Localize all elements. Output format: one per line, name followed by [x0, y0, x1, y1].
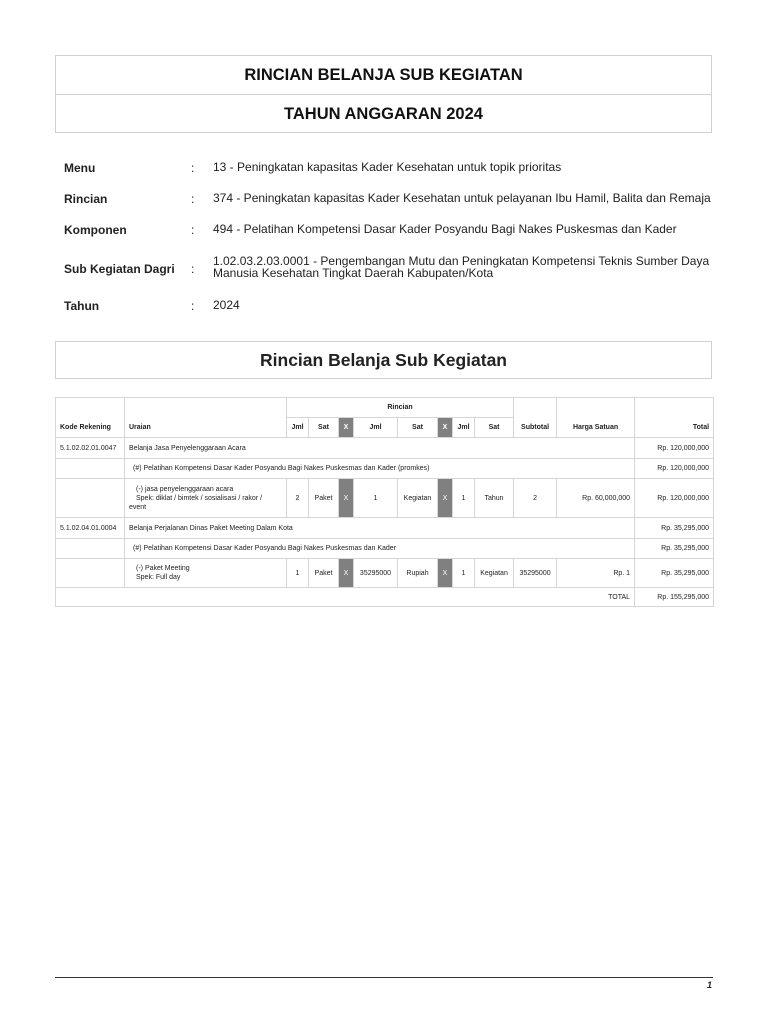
- row-total: Rp. 120,000,000: [635, 438, 714, 459]
- total-row: [56, 588, 714, 607]
- item-total: Rp. 35,295,000: [635, 559, 714, 588]
- grand-total: Rp. 155,295,000: [635, 588, 714, 607]
- table-row: [56, 479, 714, 518]
- item-x: X: [339, 479, 354, 518]
- sub-uraian: (#) Pelatihan Kompetensi Dasar Kader Posyandu Bagi Nakes Puskesmas dan Kader (promkes): [125, 459, 635, 479]
- header-sat: Sat: [309, 418, 339, 438]
- item-spec: Spek: diklat / bimtek / sosialisasi / rakor /: [136, 494, 263, 502]
- item-x: X: [438, 479, 453, 518]
- item-jml: 35295000: [354, 559, 398, 588]
- item-jml: 1: [453, 479, 475, 518]
- header-jml: Jml: [287, 418, 309, 438]
- item-harga: Rp. 60,000,000: [557, 479, 635, 518]
- item-name: (-) Paket Meeting: [136, 565, 190, 572]
- page-title: RINCIAN BELANJA SUB KEGIATAN: [244, 65, 523, 84]
- header-jml: Jml: [354, 418, 398, 438]
- item-jml: 1: [287, 559, 309, 588]
- item-x: X: [438, 559, 453, 588]
- info-colon: :: [191, 161, 195, 175]
- header-uraian: Uraian: [125, 398, 287, 438]
- sub-uraian: (#) Pelatihan Kompetensi Dasar Kader Posyandu Bagi Nakes Puskesmas dan Kader: [125, 539, 635, 559]
- info-label: Komponen: [64, 223, 127, 237]
- info-value: 1.02.03.2.03.0001 - Pengembangan Mutu dan Peningkatan Kompetensi Teknis Sumber Daya Manusia Kesehatan Tingkat Daerah Kabupaten/Kota: [213, 254, 710, 280]
- item-sat: Kegiatan: [475, 559, 514, 588]
- info-value: 494 - Pelatihan Kompetensi Dasar Kader Posyandu Bagi Nakes Puskesmas dan Kader: [213, 222, 677, 236]
- header-sat: Sat: [475, 418, 514, 438]
- item-uraian: [125, 559, 287, 588]
- header-jml: Jml: [453, 418, 475, 438]
- header-kode: Kode Rekening: [56, 398, 125, 438]
- item-sat: Paket: [309, 479, 339, 518]
- info-label: Rincian: [64, 192, 108, 206]
- item-name: (-) jasa penyelenggaraan acara: [136, 485, 234, 493]
- info-value: 374 - Peningkatan kapasitas Kader Kesehatan untuk pelayanan Ibu Hamil, Balita dan Remaja: [213, 191, 711, 205]
- info-colon: :: [191, 262, 195, 276]
- header-subtotal: Subtotal: [514, 398, 557, 438]
- info-label: Sub Kegiatan Dagri: [64, 262, 175, 276]
- item-spec: Spek: Full day: [136, 574, 181, 581]
- info-value: 13 - Peningkatan kapasitas Kader Kesehatan untuk topik prioritas: [213, 160, 562, 174]
- rincian-table: [55, 397, 714, 607]
- kode-rekening: 5.1.02.04.01.0004: [56, 518, 125, 539]
- table-row: [56, 459, 714, 479]
- header-x: X: [438, 418, 453, 438]
- header-total: Total: [635, 398, 714, 438]
- info-colon: :: [191, 223, 195, 237]
- kode-rekening: 5.1.02.02.01.0047: [56, 438, 125, 459]
- page-subtitle: TAHUN ANGGARAN 2024: [56, 94, 711, 133]
- item-sat: Tahun: [475, 479, 514, 518]
- uraian-belanja: Belanja Perjalanan Dinas Paket Meeting Dalam Kota: [125, 518, 635, 539]
- item-total: Rp. 120,000,000: [635, 479, 714, 518]
- header-sat: Sat: [398, 418, 438, 438]
- item-jml: 2: [287, 479, 309, 518]
- info-label: Tahun: [64, 299, 100, 313]
- item-jml: 1: [354, 479, 398, 518]
- total-label: TOTAL: [56, 588, 635, 607]
- item-sat: Rupiah: [398, 559, 438, 588]
- item-harga: Rp. 1: [557, 559, 635, 588]
- info-value: 2024: [213, 298, 240, 312]
- header-rincian: Rincian: [287, 398, 514, 418]
- title-box: [55, 55, 712, 133]
- header-harga: Harga Satuan: [557, 398, 635, 438]
- item-jml: 1: [453, 559, 475, 588]
- footer-divider: [55, 977, 713, 978]
- table-row: [56, 438, 714, 459]
- item-uraian: [125, 479, 287, 518]
- page-number: 1: [706, 980, 712, 990]
- item-sat: Paket: [309, 559, 339, 588]
- row-total: Rp. 35,295,000: [635, 539, 714, 559]
- info-colon: :: [191, 192, 195, 206]
- item-subtotal: 2: [514, 479, 557, 518]
- info-label: Menu: [64, 161, 96, 175]
- item-subtotal: 35295000: [514, 559, 557, 588]
- uraian-belanja: Belanja Jasa Penyelenggaraan Acara: [125, 438, 635, 459]
- table-row: [56, 539, 714, 559]
- table-row: [56, 518, 714, 539]
- item-sat: Kegiatan: [398, 479, 438, 518]
- item-spec-cont: event: [129, 503, 147, 511]
- table-row: [56, 559, 714, 588]
- info-colon: :: [191, 299, 195, 313]
- item-x: X: [339, 559, 354, 588]
- row-total: Rp. 120,000,000: [635, 459, 714, 479]
- header-x: X: [339, 418, 354, 438]
- section-title: Rincian Belanja Sub Kegiatan: [55, 341, 712, 379]
- row-total: Rp. 35,295,000: [635, 518, 714, 539]
